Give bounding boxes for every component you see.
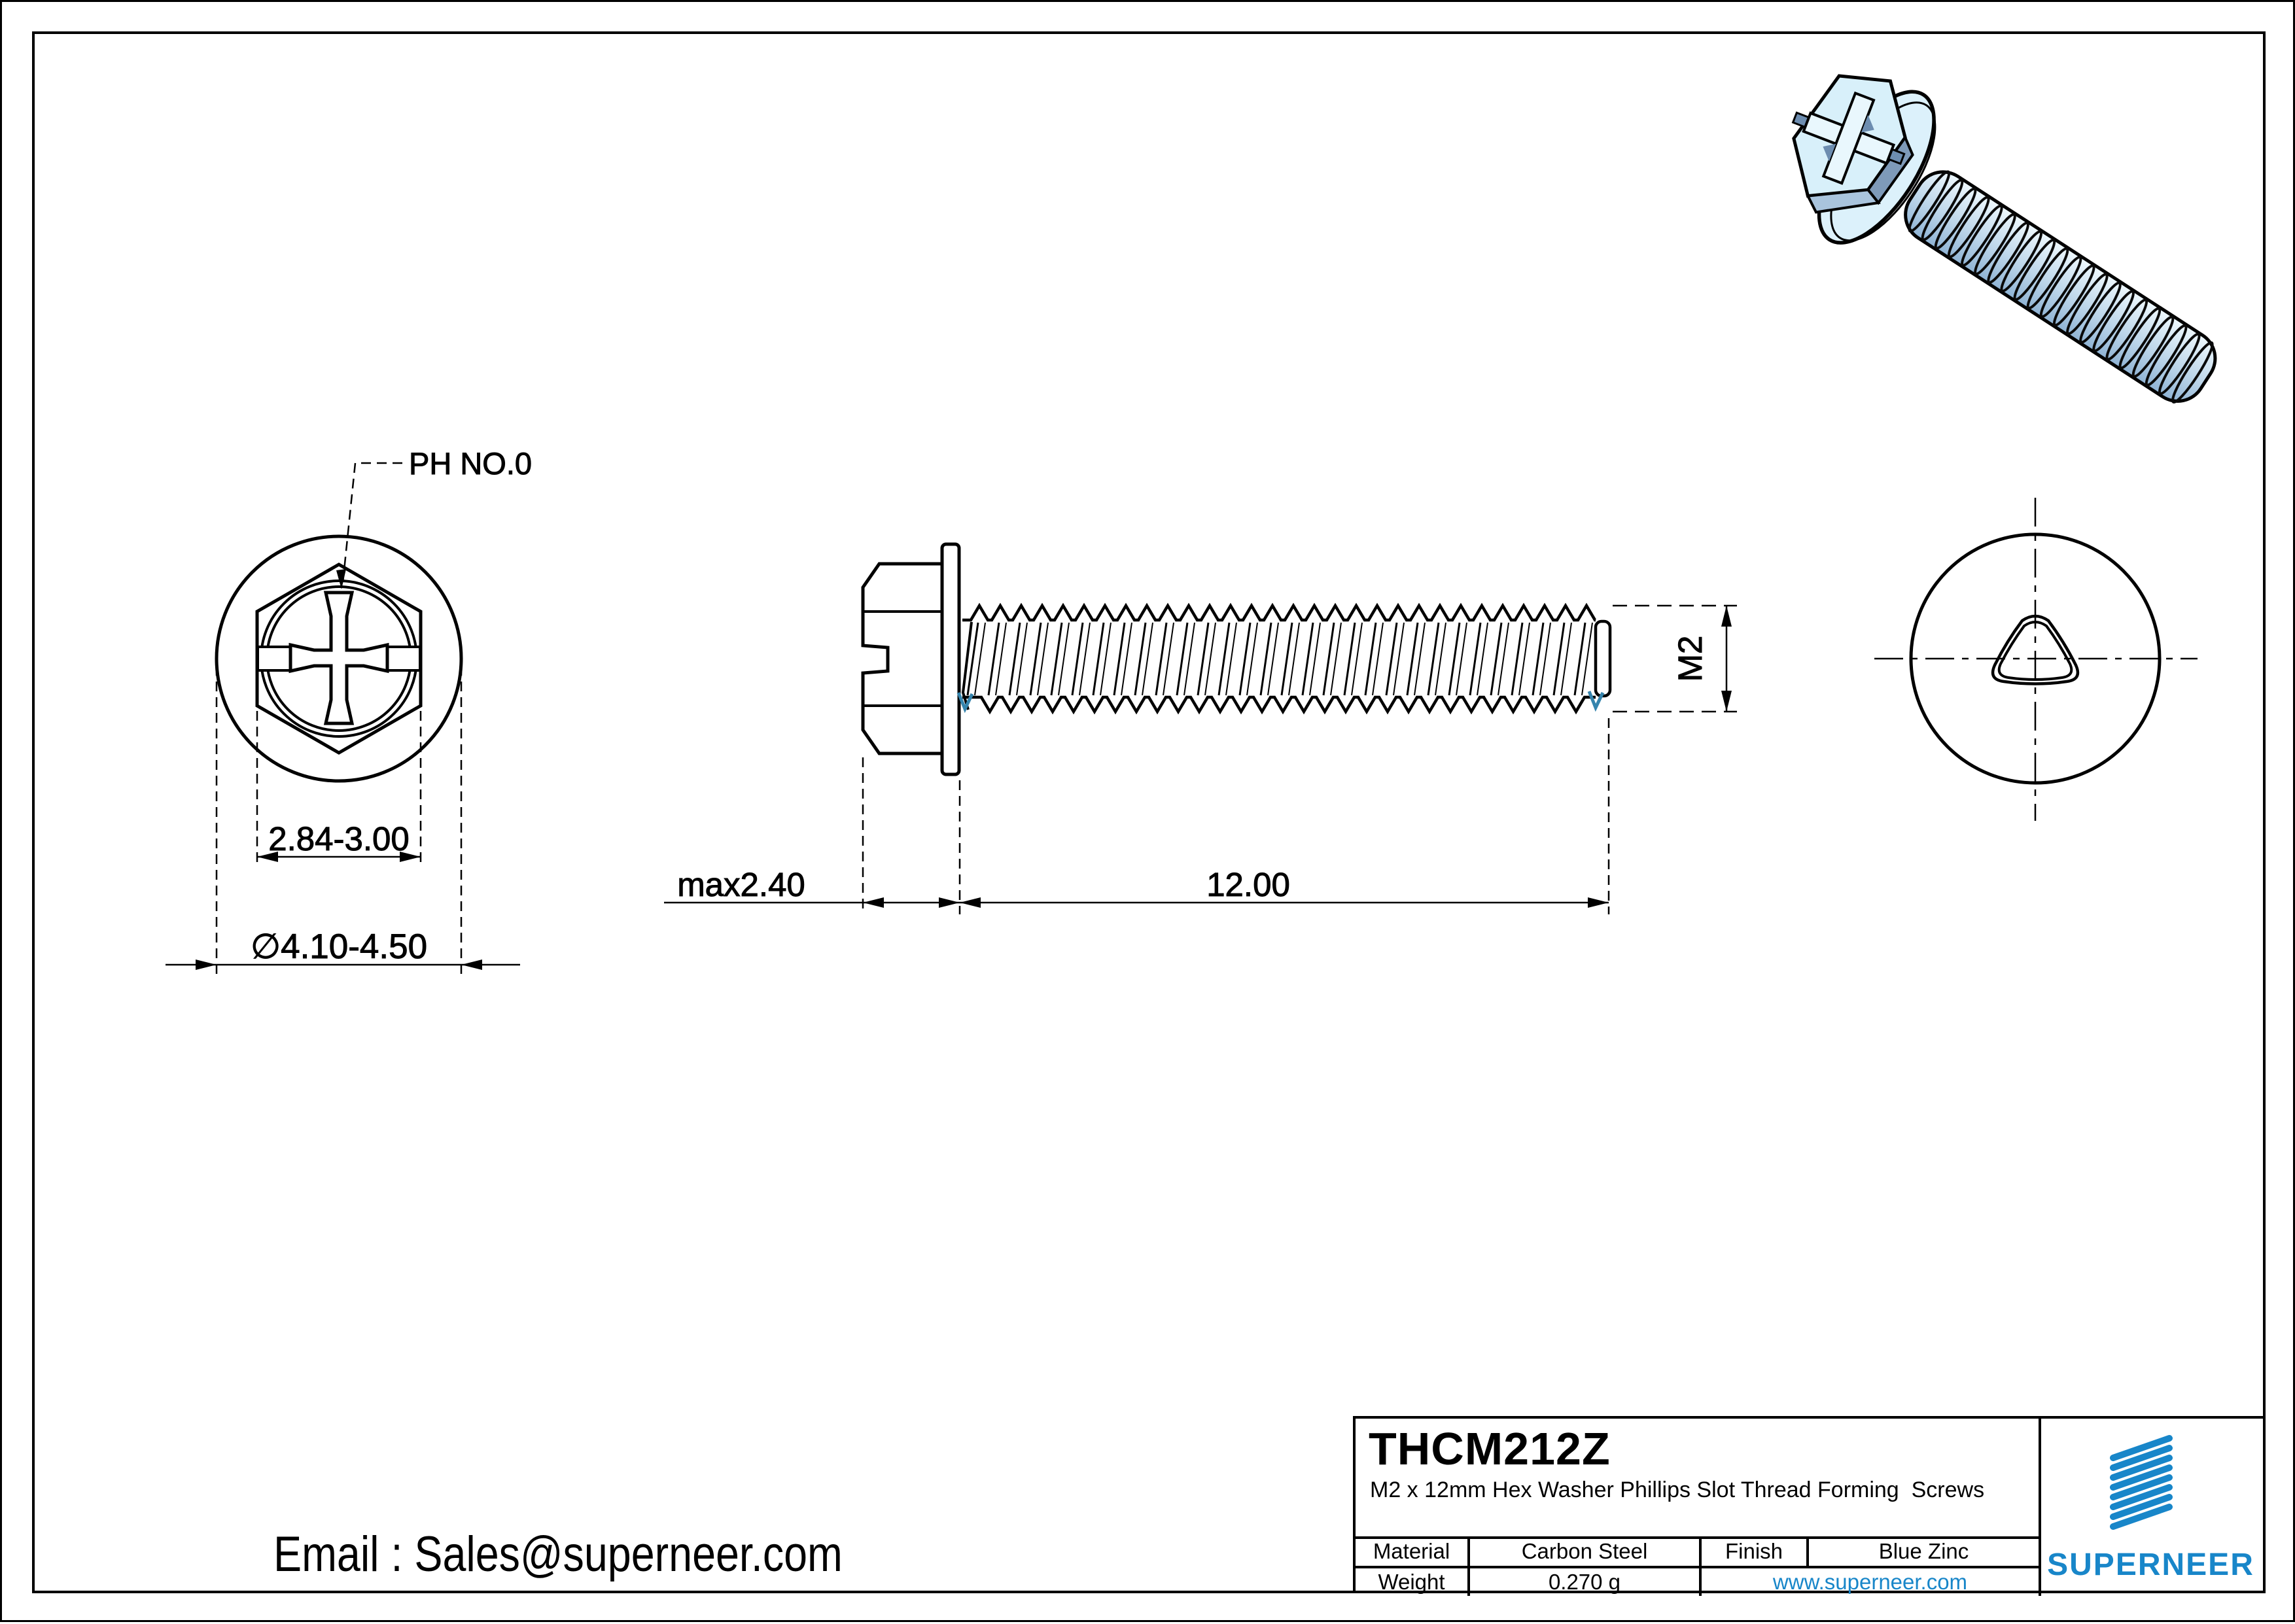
slot-left	[258, 647, 292, 670]
dim-arrow	[461, 959, 482, 970]
superneer-logo-stripes-icon	[2109, 1433, 2175, 1531]
finish-label: Finish	[1725, 1538, 1783, 1563]
weight-value: 0.270 g	[1548, 1570, 1621, 1594]
dim-arrow	[960, 897, 981, 908]
thread-crest-bottom	[962, 697, 1596, 712]
weight-label: Weight	[1378, 1570, 1445, 1594]
screw-3d-render	[1742, 38, 2252, 453]
dim-lengths	[664, 718, 1609, 914]
website-link[interactable]: www.superneer.com	[1772, 1570, 1968, 1594]
dim-arrow	[196, 959, 217, 970]
dim-thread-size-label: M2	[1672, 635, 1709, 682]
phillips-cross	[290, 593, 387, 723]
dim-arrow	[1721, 606, 1732, 627]
dim-head-height-label: max2.40	[677, 866, 805, 903]
drawing-canvas	[2, 2, 2295, 1624]
thread-crest-top	[962, 606, 1596, 620]
leader-line	[343, 463, 402, 583]
part-description: M2 x 12mm Hex Washer Phillips Slot Thread Forming Screws	[1370, 1477, 1985, 1502]
material-value: Carbon Steel	[1521, 1538, 1648, 1563]
ph-label: PH NO.0	[409, 446, 533, 481]
end-view	[1874, 498, 2198, 821]
hex-head-profile	[863, 564, 942, 753]
dim-arrow	[1588, 897, 1609, 908]
finish-value: Blue Zinc	[1878, 1538, 1969, 1563]
dim-arrow	[863, 897, 884, 908]
side-view	[664, 544, 1737, 914]
dim-arrow	[939, 897, 960, 908]
front-view	[166, 446, 532, 975]
brand-name: SUPERNEER	[2047, 1547, 2254, 1582]
dim-hex-width-label: 2.84-3.00	[268, 820, 410, 857]
dim-length-label: 12.00	[1206, 866, 1290, 903]
dim-flange-diameter-label: ∅4.10-4.50	[250, 927, 428, 966]
part-number: THCM212Z	[1369, 1423, 1611, 1474]
thread-end-cap	[1596, 621, 1610, 696]
shaft-3d	[1895, 162, 2226, 412]
title-block	[1353, 1416, 2266, 1593]
material-label: Material	[1373, 1538, 1450, 1563]
slot-right	[386, 647, 420, 670]
washer-flange-profile	[942, 544, 959, 774]
contact-email: Email : Sales@superneer.com	[273, 1527, 843, 1582]
dim-arrow	[1721, 691, 1732, 712]
thread-flanks	[968, 623, 1592, 695]
